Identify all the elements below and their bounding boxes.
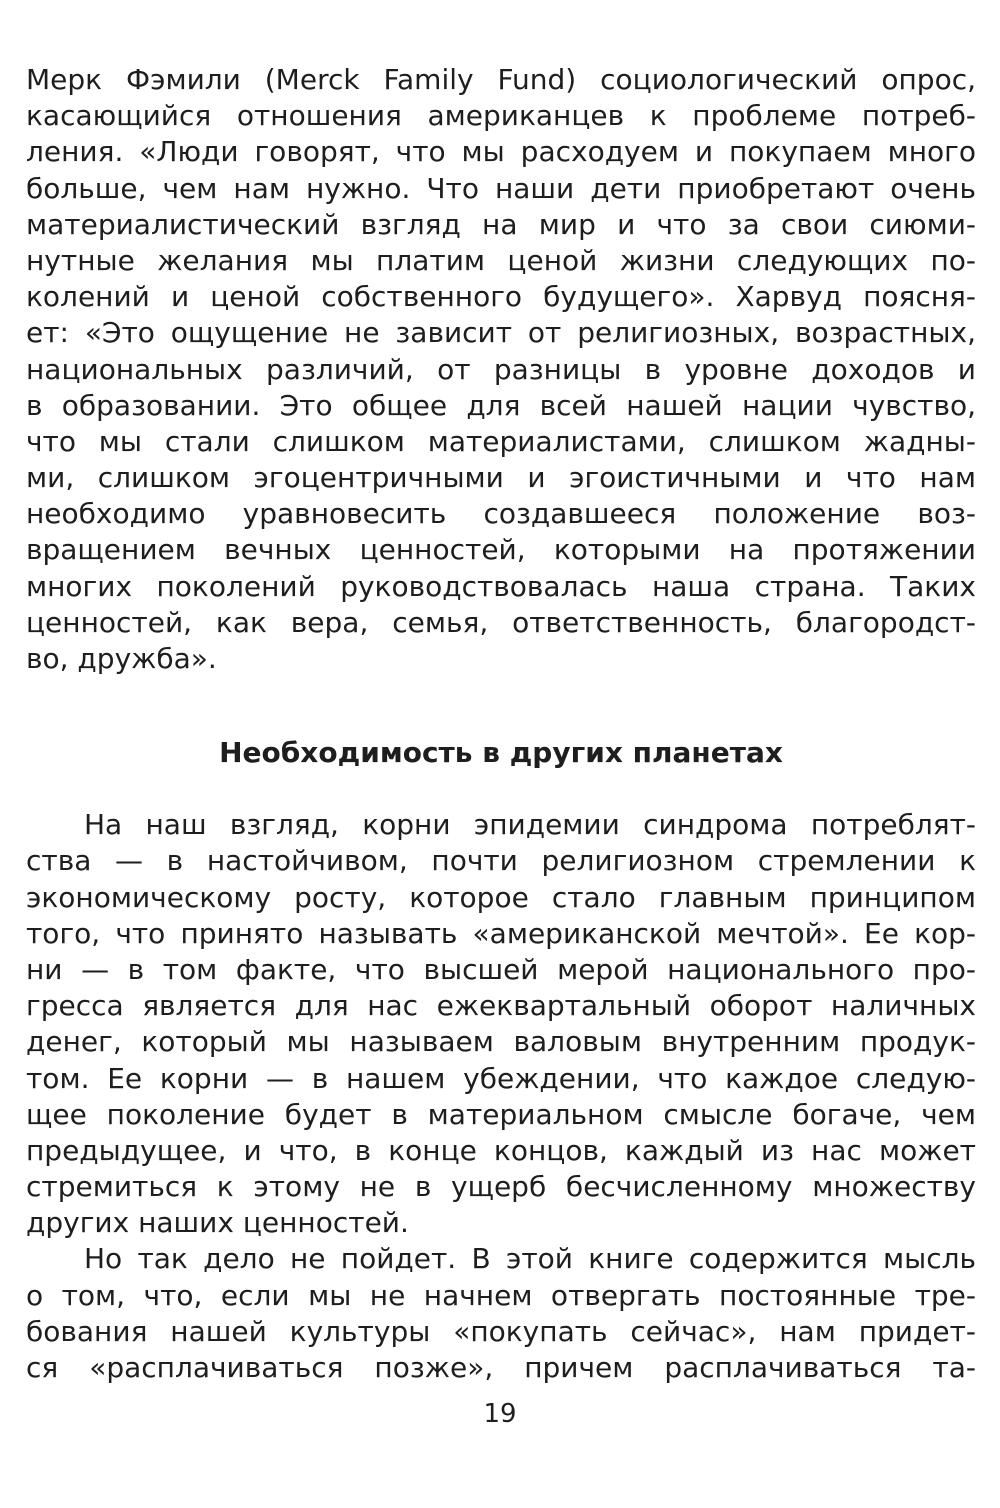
text-line: ет: «Это ощущение не зависит от религиозных, возрастных, xyxy=(26,316,976,350)
text-line: бования нашей культуры «покупать сейчас», нам придет- xyxy=(26,1314,976,1348)
text-line: национальных различий, от разницы в уровне доходов и xyxy=(26,352,976,386)
text-line: предыдущее, и что, в конце концов, каждый из нас может xyxy=(26,1133,976,1167)
text-line: Но так дело не пойдет. В этой книге содержится мысль xyxy=(84,1242,976,1276)
text-line: многих поколений руководствовалась наша страна. Таких xyxy=(26,569,976,603)
section-heading: Необходимость в других планетах xyxy=(219,736,783,770)
text-line: гресса является для нас ежеквартальный оборот наличных xyxy=(26,989,976,1023)
text-line: На наш взгляд, корни эпидемии синдрома потреблят- xyxy=(84,808,976,842)
text-line: во, дружба». xyxy=(26,642,217,675)
text-line: больше, чем нам нужно. Что наши дети приобретают очень xyxy=(26,171,976,205)
page-number: 19 xyxy=(483,1399,517,1429)
text-line: экономическому росту, которое стало главным принципом xyxy=(26,880,976,914)
text-line: о том, что, если мы не начнем отвергать постоянные тре- xyxy=(26,1278,976,1312)
text-line: ся «расплачиваться позже», причем расплачиваться та- xyxy=(26,1351,976,1384)
text-line: том. Ее корни — в нашем убеждении, что каждое следую- xyxy=(26,1061,976,1095)
text-line: денег, который мы называем валовым внутренним продук- xyxy=(26,1025,976,1059)
text-line: щее поколение будет в материальном смысле богаче, чем xyxy=(26,1097,976,1131)
text-line: стремиться к этому не в ущерб бесчисленному множеству xyxy=(26,1170,976,1204)
text-line: что мы стали слишком материалистами, слишком жадны- xyxy=(26,424,976,458)
text-line: ни — в том факте, что высшей мерой национального про- xyxy=(26,952,976,986)
page-body xyxy=(26,62,976,1386)
text-line: колений и ценой собственного будущего». Харвуд поясня- xyxy=(26,280,976,314)
text-line: ства — в настойчивом, почти религиозном стремлении к xyxy=(26,844,976,878)
text-line: ми, слишком эгоцентричными и эгоистичными и что нам xyxy=(26,461,976,495)
text-line: касающийся отношения американцев к проблеме потреб- xyxy=(26,99,976,133)
text-line: необходимо уравновесить создавшееся положение воз- xyxy=(26,497,976,531)
text-line: Мерк Фэмили (Merck Family Fund) социологический опрос, xyxy=(26,63,976,96)
text-line: нутные желания мы платим ценой жизни следующих по- xyxy=(26,243,976,277)
paragraph-roots xyxy=(26,807,976,1241)
paragraph-intro xyxy=(26,62,976,677)
text-line: ценностей, как вера, семья, ответственность, благородст- xyxy=(26,605,976,639)
paragraph-conclusion xyxy=(26,1241,976,1386)
text-line: ления. «Люди говорят, что мы расходуем и покупаем много xyxy=(26,135,976,169)
text-line: других наших ценностей. xyxy=(26,1206,409,1240)
text-line: в образовании. Это общее для всей нашей нации чувство, xyxy=(26,388,976,422)
text-line: материалистический взгляд на мир и что за свои сиюми- xyxy=(26,207,976,241)
text-line: того, что принято называть «американской мечтой». Ее кор- xyxy=(26,916,976,950)
text-line: вращением вечных ценностей, которыми на протяжении xyxy=(26,533,976,567)
